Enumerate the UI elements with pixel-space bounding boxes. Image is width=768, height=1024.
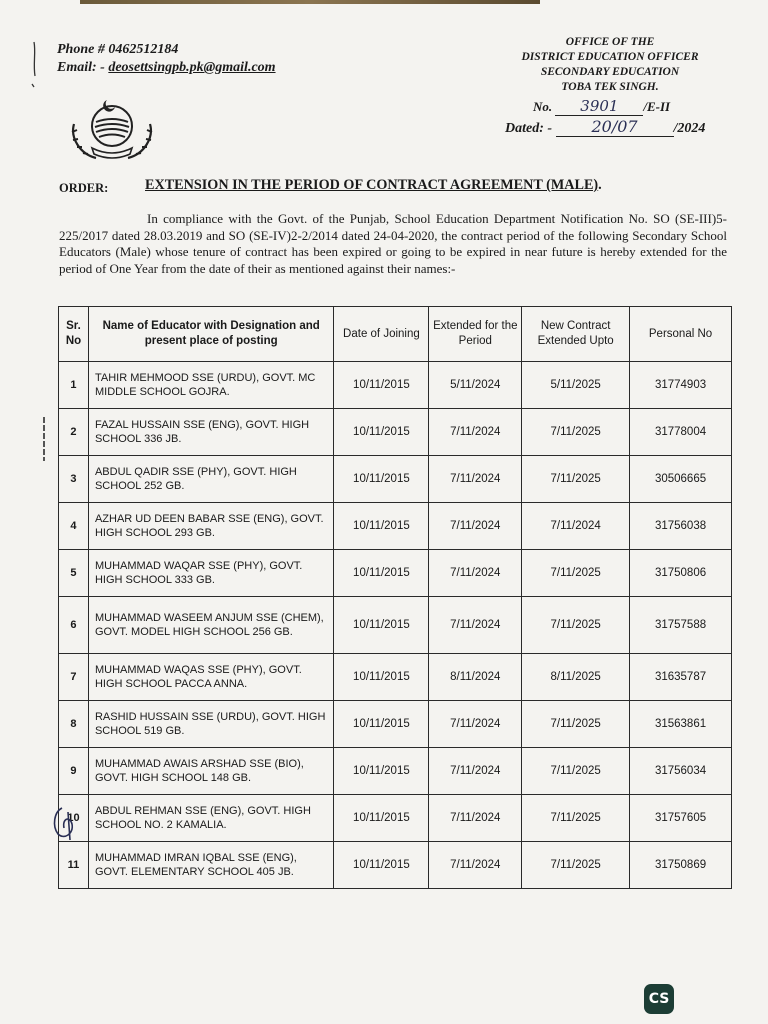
cell-date-of-joining: 10/11/2015 [334,456,429,503]
cell-extended-period: 5/11/2024 [429,362,522,409]
cell-new-contract-upto: 7/11/2025 [522,409,630,456]
cell-date-of-joining: 10/11/2015 [334,748,429,795]
cell-personal-no: 31756034 [630,748,732,795]
header-date-of-joining: Date of Joining [334,307,429,362]
order-title [145,177,602,194]
cell-educator-name: MUHAMMAD WAQAR SSE (PHY), GOVT. HIGH SCHOOL 333 GB. [88,550,333,597]
cell-educator-name: ABDUL QADIR SSE (PHY), GOVT. HIGH SCHOOL 252 GB. [88,456,333,503]
cell-extended-period: 7/11/2024 [429,456,522,503]
cell-new-contract-upto: 7/11/2025 [522,550,630,597]
cell-sr-no: 9 [59,748,89,795]
cell-educator-name: MUHAMMAD AWAIS ARSHAD SSE (BIO), GOVT. HIGH SCHOOL 148 GB. [88,748,333,795]
office-line-4: TOBA TEK SINGH. [561,81,659,93]
date-label: Dated: - [505,121,553,136]
table-row [59,550,732,597]
cell-date-of-joining: 10/11/2015 [334,597,429,654]
table-row [59,409,732,456]
cell-educator-name: MUHAMMAD WASEEM ANJUM SSE (CHEM), GOVT. MODEL HIGH SCHOOL 256 GB. [88,597,333,654]
cell-sr-no: 6 [59,597,89,654]
cell-sr-no: 10 [59,795,89,842]
cell-personal-no: 31778004 [630,409,732,456]
cell-educator-name: RASHID HUSSAIN SSE (URDU), GOVT. HIGH SCHOOL 519 GB. [88,701,333,748]
cell-educator-name: ABDUL REHMAN SSE (ENG), GOVT. HIGH SCHOOL NO. 2 KAMALIA. [88,795,333,842]
cell-extended-period: 7/11/2024 [429,701,522,748]
cell-personal-no: 31750806 [630,550,732,597]
cell-personal-no: 30506665 [630,456,732,503]
punjab-government-emblem-icon [66,96,158,162]
email-label: Email: - [57,60,105,75]
cell-educator-name: MUHAMMAD IMRAN IQBAL SSE (ENG), GOVT. ELEMENTARY SCHOOL 405 JB. [88,842,333,889]
table-row [59,701,732,748]
table-row [59,842,732,889]
table-row [59,597,732,654]
cell-sr-no: 7 [59,654,89,701]
cell-new-contract-upto: 7/11/2025 [522,748,630,795]
handwritten-initial-icon [48,804,84,844]
order-label: ORDER: [59,181,109,195]
cell-personal-no: 31756038 [630,503,732,550]
cell-new-contract-upto: 8/11/2025 [522,654,630,701]
cell-educator-name: TAHIR MEHMOOD SSE (URDU), GOVT. MC MIDDLE SCHOOL GOJRA. [88,362,333,409]
cell-personal-no: 31635787 [630,654,732,701]
pen-mark-icon [28,40,42,90]
cell-new-contract-upto: 7/11/2025 [522,842,630,889]
cell-date-of-joining: 10/11/2015 [334,701,429,748]
cell-new-contract-upto: 7/11/2024 [522,503,630,550]
camscanner-badge-label: CS [648,991,670,1007]
date-value: 20/07 [556,117,674,137]
cell-date-of-joining: 10/11/2015 [334,795,429,842]
order-paragraph: In compliance with the Govt. of the Punjab, School Education Department Notification No. SO (SE-III)5-225/2017 dated 28.03.2019 and SO (SE-IV)2-2/2014 dated 24-04-2020, the contract period of the following Secondary School Educators (Male) whose tenure of contract has been expired or going to be expired in near future is hereby extended for the period of One Year from the date of their as mentioned against their names:- [59,211,727,276]
cell-sr-no: 3 [59,456,89,503]
table-row [59,456,732,503]
cell-extended-period: 7/11/2024 [429,842,522,889]
cell-extended-period: 7/11/2024 [429,409,522,456]
cell-extended-period: 7/11/2024 [429,503,522,550]
cell-new-contract-upto: 5/11/2025 [522,362,630,409]
header-educator-name: Name of Educator with Designation and present place of posting [88,307,333,362]
office-header [510,35,710,95]
cell-extended-period: 8/11/2024 [429,654,522,701]
cell-new-contract-upto: 7/11/2025 [522,795,630,842]
cell-educator-name: MUHAMMAD WAQAS SSE (PHY), GOVT. HIGH SCHOOL PACCA ANNA. [88,654,333,701]
email-address[interactable]: deosettsingpb.pk@gmail.com [108,60,276,75]
phone-label: Phone # [57,42,105,57]
contact-block [57,41,276,77]
header-new-contract-upto: New Contract Extended Upto [522,307,630,362]
phone-number: 0462512184 [108,42,179,57]
scan-edge [80,0,540,4]
cell-sr-no: 8 [59,701,89,748]
cell-extended-period: 7/11/2024 [429,597,522,654]
reference-value: 3901 [555,97,643,116]
cell-date-of-joining: 10/11/2015 [334,654,429,701]
cell-sr-no: 5 [59,550,89,597]
educators-table [58,306,732,889]
cell-educator-name: FAZAL HUSSAIN SSE (ENG), GOVT. HIGH SCHOOL 336 JB. [88,409,333,456]
cell-new-contract-upto: 7/11/2025 [522,597,630,654]
table-header-row [59,307,732,362]
cell-new-contract-upto: 7/11/2025 [522,701,630,748]
reference-label: No. [533,99,553,114]
cell-sr-no: 11 [59,842,89,889]
cell-sr-no: 2 [59,409,89,456]
cell-date-of-joining: 10/11/2015 [334,503,429,550]
header-personal-no: Personal No [630,307,732,362]
reference-suffix: /E-II [643,99,671,114]
phone-line [57,41,276,59]
cell-personal-no: 31757605 [630,795,732,842]
office-line-3: SECONDARY EDUCATION [540,66,680,78]
cell-date-of-joining: 10/11/2015 [334,842,429,889]
date-line [505,117,705,137]
email-line [57,59,276,77]
cell-personal-no: 31774903 [630,362,732,409]
order-title-end: . [598,177,602,193]
order-title-text: EXTENSION IN THE PERIOD OF CONTRACT AGREEMENT (MALE) [145,177,599,193]
cell-personal-no: 31750869 [630,842,732,889]
cell-educator-name: AZHAR UD DEEN BABAR SSE (ENG), GOVT. HIGH SCHOOL 293 GB. [88,503,333,550]
cell-personal-no: 31563861 [630,701,732,748]
date-year: /2024 [673,121,706,136]
camscanner-icon [644,984,674,1014]
header-extended-period: Extended for the Period [429,307,522,362]
table-row [59,503,732,550]
table-row [59,748,732,795]
cell-date-of-joining: 10/11/2015 [334,550,429,597]
header-sr-no: Sr. No [59,307,89,362]
reference-number [533,97,670,116]
cell-new-contract-upto: 7/11/2025 [522,456,630,503]
table-row [59,795,732,842]
office-line-1: OFFICE OF THE [565,36,655,48]
cell-date-of-joining: 10/11/2015 [334,362,429,409]
table-row [59,362,732,409]
margin-tick-icon [42,417,46,461]
cell-personal-no: 31757588 [630,597,732,654]
cell-extended-period: 7/11/2024 [429,550,522,597]
table-row [59,654,732,701]
cell-extended-period: 7/11/2024 [429,795,522,842]
cell-date-of-joining: 10/11/2015 [334,409,429,456]
office-line-2: DISTRICT EDUCATION OFFICER [521,51,699,63]
cell-extended-period: 7/11/2024 [429,748,522,795]
cell-sr-no: 4 [59,503,89,550]
cell-sr-no: 1 [59,362,89,409]
